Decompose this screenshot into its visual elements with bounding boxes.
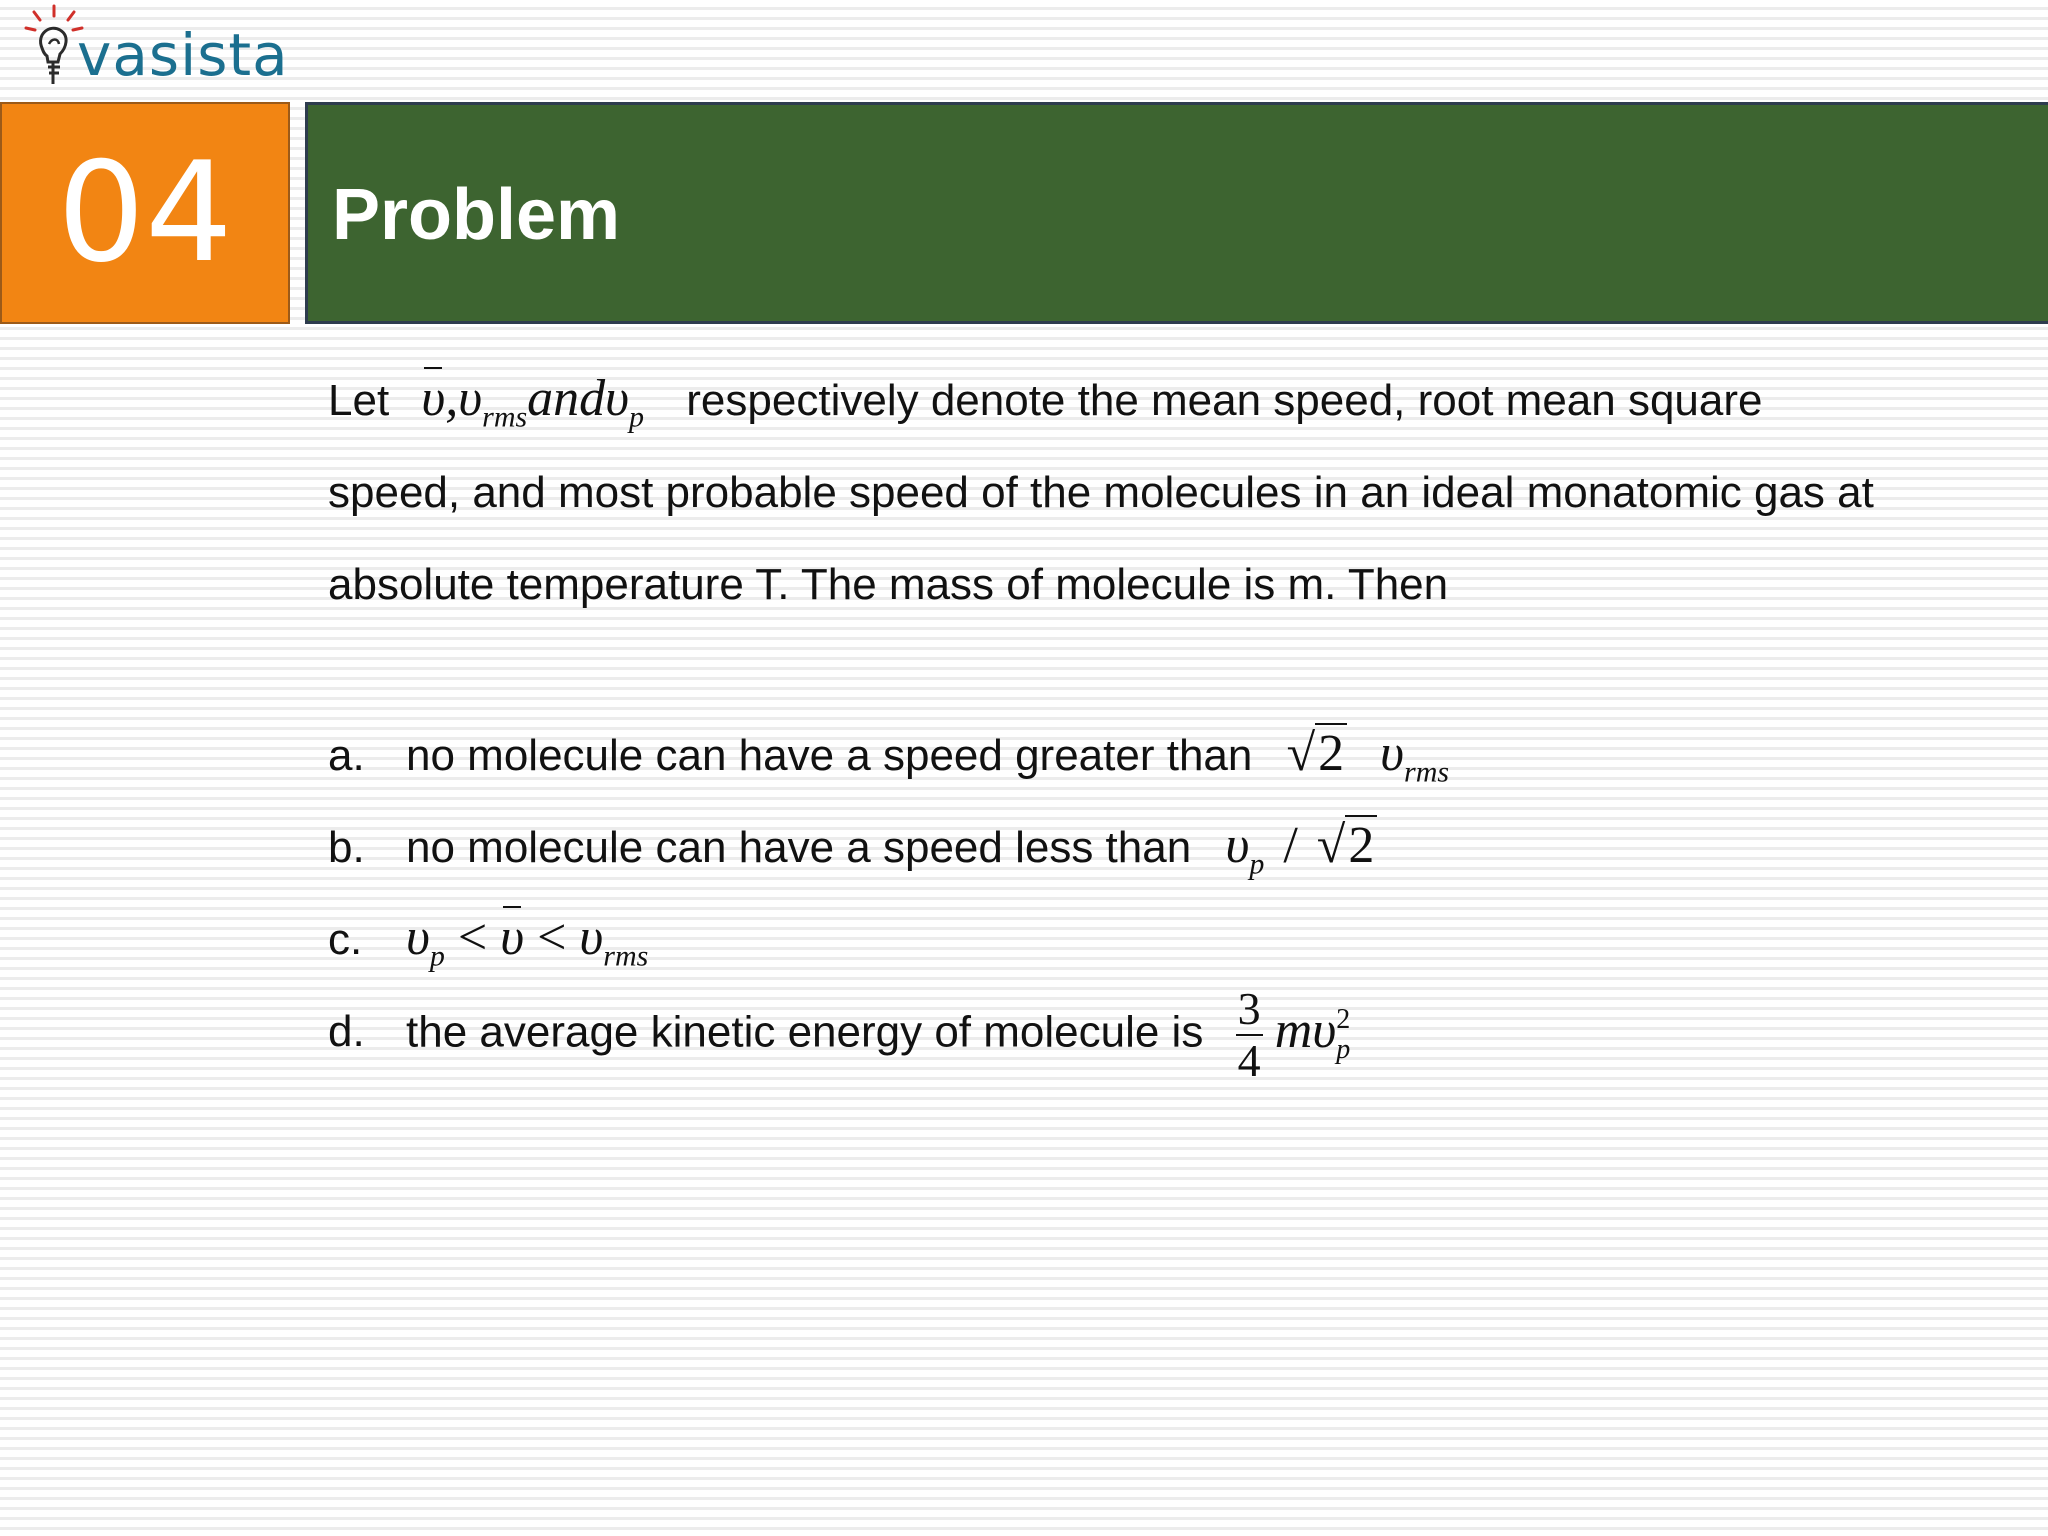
mean-speed-symbol: υ xyxy=(500,909,525,966)
speed-symbol: υ xyxy=(1312,1001,1337,1059)
fraction-numerator: 3 xyxy=(1237,983,1261,1034)
slide-number: 04 xyxy=(57,132,233,293)
speed-subscript: p xyxy=(1336,1033,1351,1065)
option-math xyxy=(406,909,649,973)
rms-subscript: rms xyxy=(482,400,528,434)
question-line-1 xyxy=(328,355,2008,447)
rms-speed-symbol: υ xyxy=(579,909,604,966)
option-label: d. xyxy=(328,1007,365,1056)
vasista-logo xyxy=(22,4,292,96)
option-text: no molecule can have a speed less than xyxy=(406,823,1192,872)
slide-title: Problem xyxy=(332,175,621,255)
radical-sign: √ xyxy=(1316,817,1346,874)
mass-symbol: m xyxy=(1274,1001,1313,1059)
fraction-denominator: 4 xyxy=(1237,1035,1261,1086)
slide-number-box xyxy=(0,102,290,324)
option-math xyxy=(1274,1001,1351,1065)
option-body xyxy=(406,710,1449,802)
probable-speed-symbol: υ xyxy=(406,909,430,966)
option-label: a. xyxy=(328,731,365,780)
option-body xyxy=(406,894,648,986)
less-than-sign: < xyxy=(537,909,567,966)
rms-speed-symbol: υ xyxy=(458,370,483,427)
option-math xyxy=(1286,725,1450,789)
speed-subscript: rms xyxy=(1404,755,1450,789)
sqrt-expression xyxy=(1286,725,1348,782)
option-math xyxy=(1225,817,1377,881)
fraction xyxy=(1236,983,1263,1086)
question-line-2: speed, and most probable speed of the molecules in an ideal monatomic gas at xyxy=(328,468,1874,517)
question-line-3: absolute temperature T. The mass of molecule is m. Then xyxy=(328,560,1449,609)
line1-rest: respectively denote the mean speed, root mean square xyxy=(686,376,1763,425)
option-text: the average kinetic energy of molecule is xyxy=(406,1007,1204,1057)
less-than-sign: < xyxy=(457,909,488,966)
sqrt-value: 2 xyxy=(1315,723,1347,782)
option-label: b. xyxy=(328,823,365,872)
option-body xyxy=(406,802,1377,894)
p-subscript: p xyxy=(629,400,645,434)
mean-speed-symbol: υ xyxy=(421,370,446,427)
script-stack xyxy=(1336,1005,1350,1064)
speed-subscript: p xyxy=(1249,847,1265,881)
and-word: and xyxy=(527,370,606,427)
sqrt-value: 2 xyxy=(1345,815,1377,874)
radical-sign: √ xyxy=(1286,725,1316,782)
slash-sign: / xyxy=(1283,817,1298,874)
sqrt-expression xyxy=(1316,817,1378,874)
rms-subscript: rms xyxy=(603,939,649,973)
option-body xyxy=(406,983,1351,1086)
option-label: c. xyxy=(328,915,363,964)
logo-text: vasista xyxy=(77,21,289,89)
let-word: Let xyxy=(328,376,390,425)
speed-symbol: υ xyxy=(1380,725,1405,782)
p-subscript: p xyxy=(429,939,445,973)
speed-symbols xyxy=(421,370,645,434)
speed-superscript: 2 xyxy=(1336,1004,1351,1036)
comma-sep: , xyxy=(445,370,459,427)
probable-speed-symbol: υ xyxy=(605,370,630,427)
speed-symbol: υ xyxy=(1225,817,1250,874)
question-text xyxy=(328,355,2008,631)
title-bar xyxy=(305,102,2048,324)
option-text: no molecule can have a speed greater than xyxy=(406,731,1253,780)
